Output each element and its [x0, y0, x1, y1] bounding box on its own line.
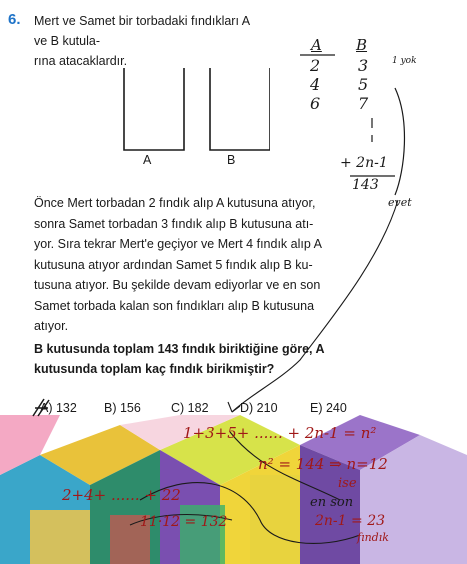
body-line: Önce Mert torbadan 2 fındık alıp A kutusuna atıyor,: [34, 196, 316, 210]
prompt-line: B kutusunda toplam 143 fındık biriktiğine göre, A: [34, 342, 325, 356]
box-a-label: A: [143, 153, 152, 167]
choice-c[interactable]: C) 182: [171, 401, 209, 415]
hw-n-line: n² = 144 ⇒ n=12: [258, 455, 388, 473]
hw-final-term: 2n-1 = 23: [315, 513, 386, 529]
hw-b-total: 143: [352, 177, 379, 193]
choice-b[interactable]: B) 156: [104, 401, 141, 415]
hw-sum-line: 1+3+5+ ...... + 2n-1 = n²: [183, 424, 377, 442]
hw-a-result: 11·12 = 132: [140, 514, 228, 530]
hw-a-sum: 2+4+ ...... + 22: [62, 486, 181, 504]
question-number: 6.: [8, 11, 21, 28]
hw-evet: evet: [388, 196, 412, 209]
body-line: tusuna atıyor. Bu şekilde devam ediyorlar ve en son: [34, 278, 321, 292]
hw-side-note: 1 yok: [392, 56, 417, 66]
hw-col-a-item: 4: [310, 75, 321, 94]
body-line: atıyor.: [34, 319, 69, 333]
choice-a[interactable]: A) 132: [40, 401, 77, 415]
body-line: yor. Sıra tekrar Mert'e geçiyor ve Mert 4 fındık alıp A: [34, 237, 322, 251]
prompt-line: kutusunda toplam kaç fındık birikmiştir?: [34, 362, 275, 376]
hw-col-b-item: 3: [358, 56, 369, 75]
hw-col-b-item: 7: [358, 94, 369, 113]
hw-col-b-item: 5: [358, 75, 369, 94]
hw-col-a-header: A: [311, 36, 322, 54]
intro-line: Mert ve Samet bir torbadaki fındıkları A ve B kutula-: [34, 14, 250, 48]
body-line: kutusuna atıyor ardından Samet 5 fındık alıp B ku-: [34, 257, 313, 272]
hw-en-son: en son: [310, 495, 354, 510]
hw-col-a-item: 6: [310, 94, 321, 113]
choice-d[interactable]: D) 210: [240, 401, 278, 415]
choice-e[interactable]: E) 240: [310, 401, 347, 415]
intro-line: rına atacaklardır.: [34, 54, 128, 68]
hw-findik: fındık: [357, 531, 389, 544]
hw-ise: ise: [338, 476, 357, 491]
body-line: Samet torbada kalan son fındıkları alıp B kutusuna: [34, 298, 315, 313]
hw-col-a-item: 2: [310, 56, 321, 75]
hw-b-general-term: + 2n-1: [340, 155, 388, 171]
body-line: sonra Samet torbadan 3 fındık alıp B kutusuna atı-: [34, 216, 314, 231]
box-b-label: B: [227, 153, 236, 167]
hw-col-b-header: B: [356, 36, 368, 54]
